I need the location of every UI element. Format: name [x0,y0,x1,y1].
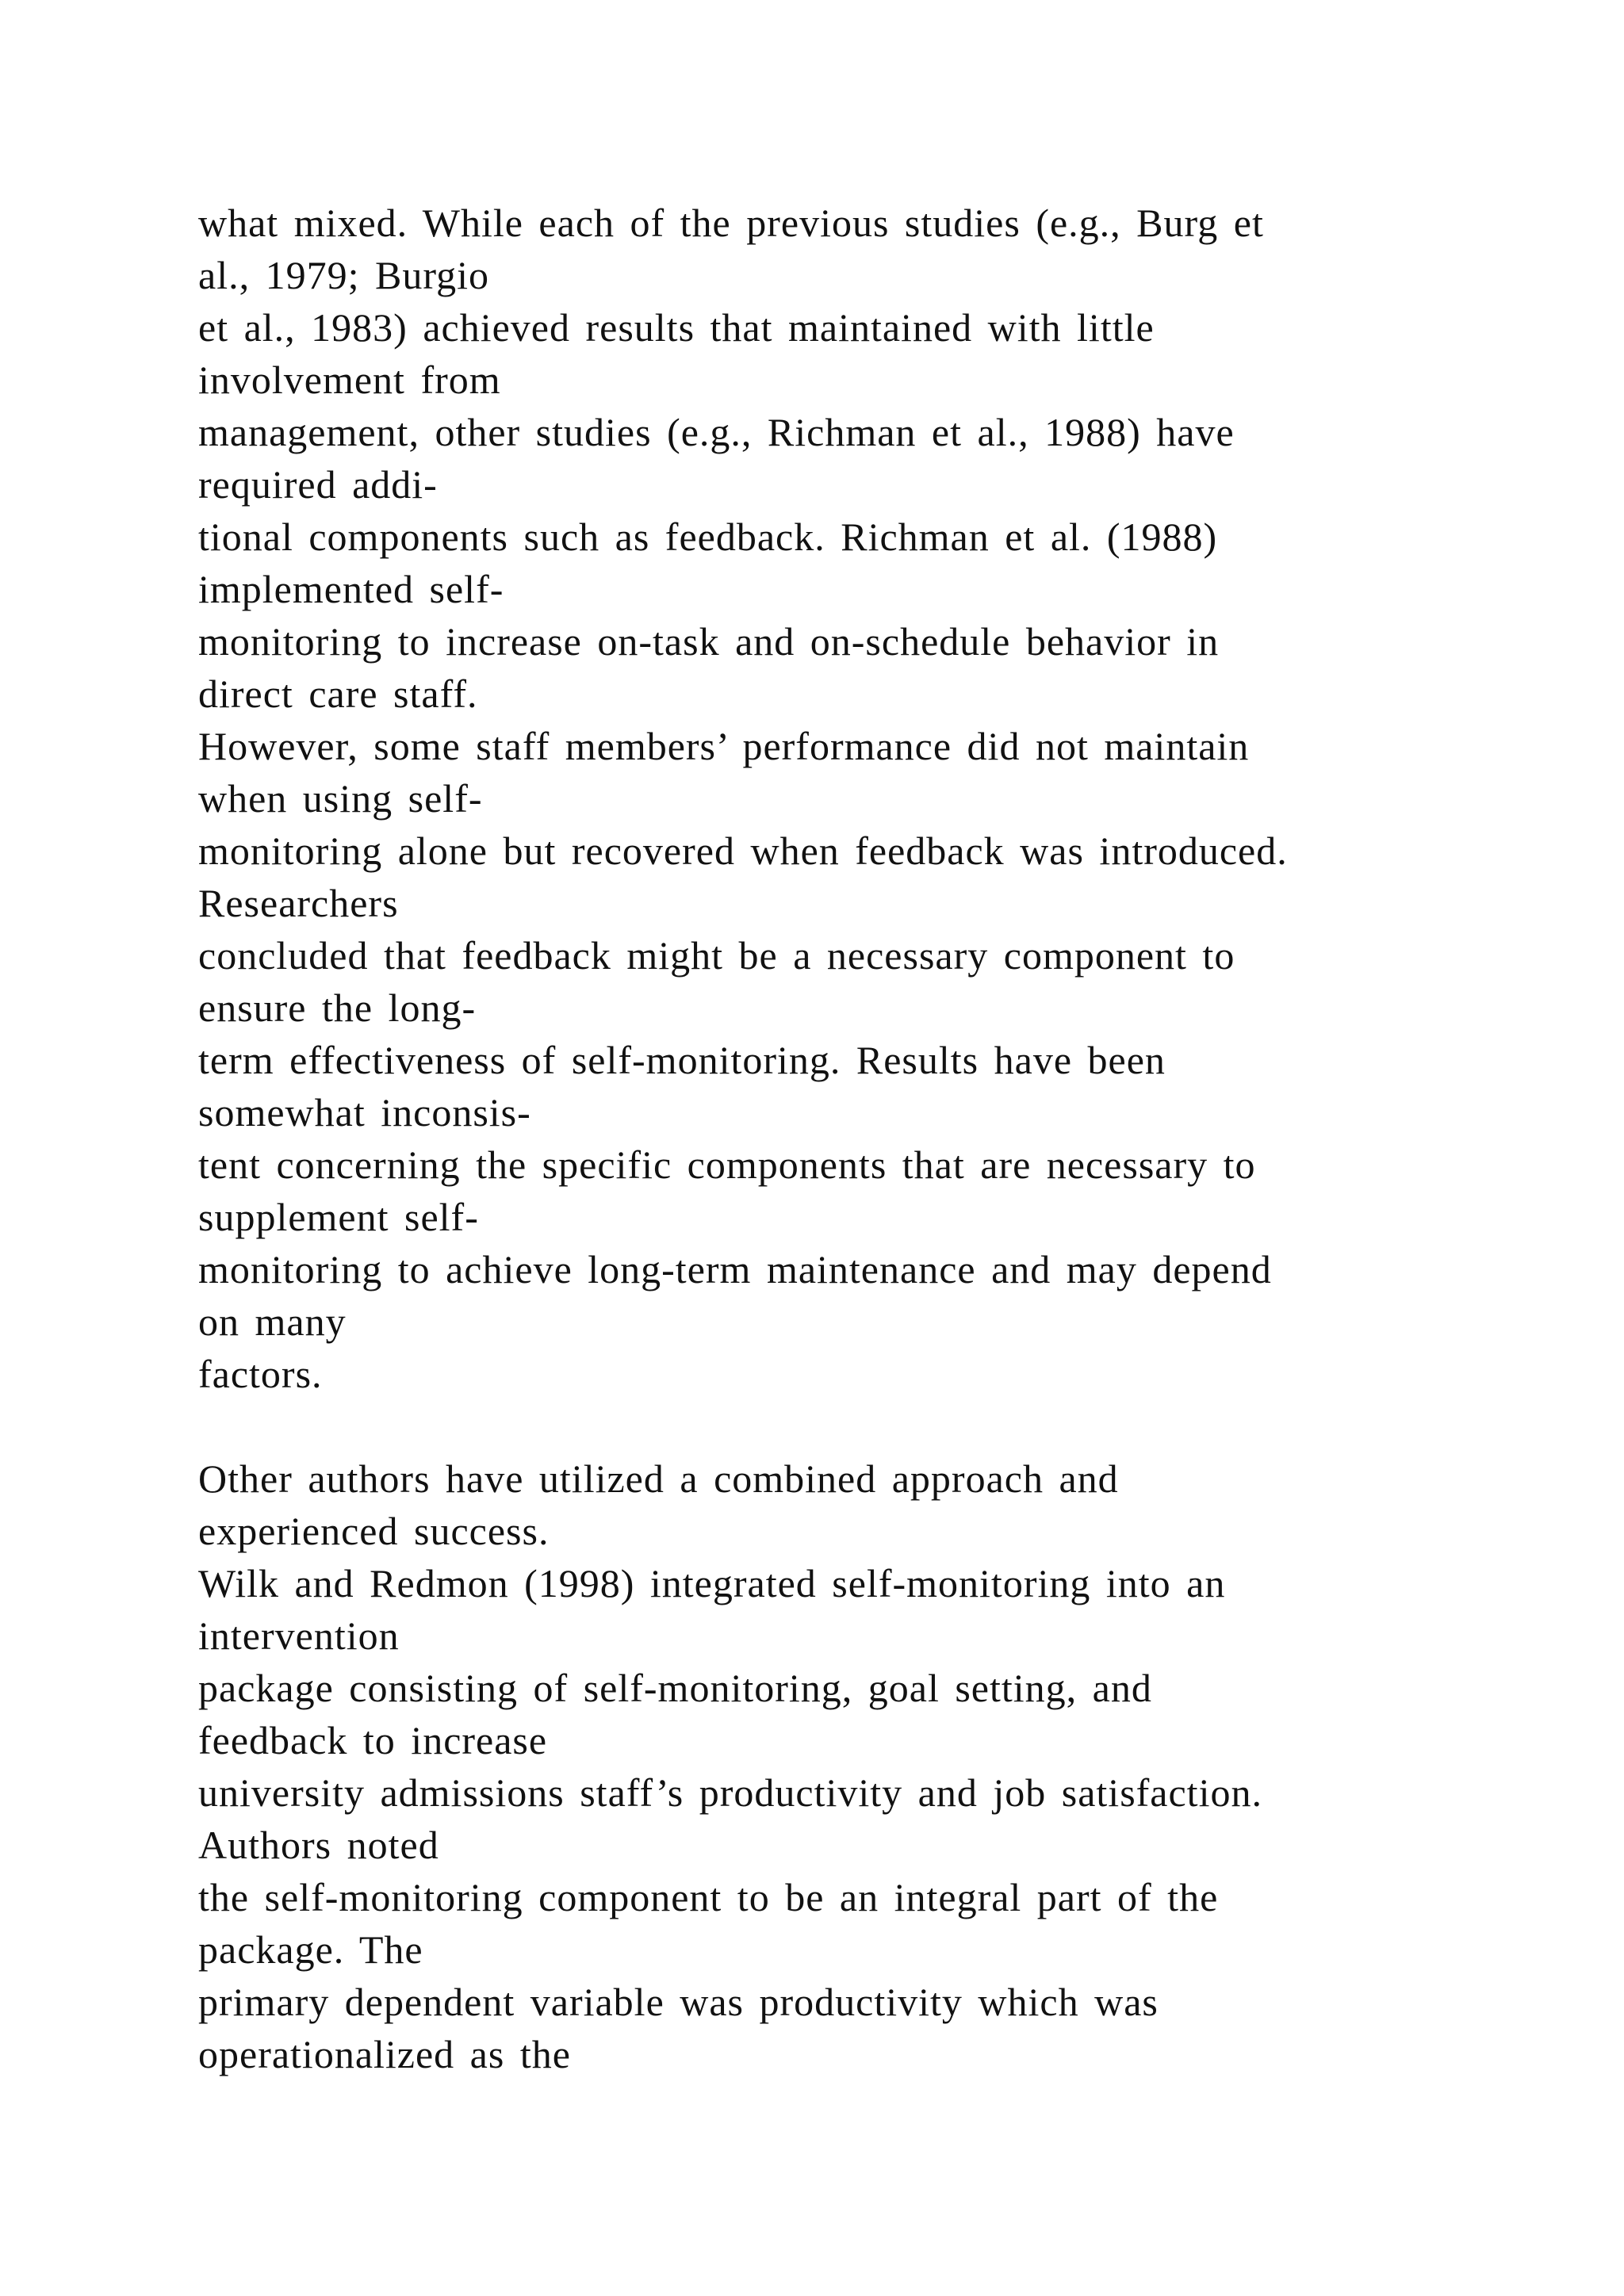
text-line: Wilk and Redmon (1998) integrated self-monitoring into an [198,1561,1226,1605]
text-line: operationalized as the [198,2032,571,2076]
paragraph-gap [198,1400,1546,1452]
text-line: required addi- [198,462,438,507]
text-line: package consisting of self-monitoring, goal setting, and [198,1666,1152,1710]
text-line: factors. [198,1352,323,1396]
text-line: intervention [198,1613,400,1658]
text-line: the self-monitoring component to be an integral part of the [198,1875,1219,1919]
text-line: direct care staff. [198,672,478,716]
text-line: on many [198,1299,347,1344]
text-line: what mixed. While each of the previous studies (e.g., Burg et [198,201,1264,245]
body-text [198,197,1546,2080]
text-line: management, other studies (e.g., Richman et al., 1988) have [198,410,1235,454]
text-line: tent concerning the specific components that are necessary to [198,1142,1256,1187]
text-line: Researchers [198,881,399,925]
text-line: Authors noted [198,1823,439,1867]
text-line: et al., 1983) achieved results that maintained with little [198,305,1155,350]
text-line: feedback to increase [198,1718,548,1762]
text-line: university admissions staff’s productivity and job satisfaction. [198,1770,1262,1815]
text-line: tional components such as feedback. Richman et al. (1988) [198,515,1218,559]
text-line: primary dependent variable was productivity which was [198,1980,1159,2024]
text-line: when using self- [198,776,483,821]
text-line: somewhat inconsis- [198,1090,531,1135]
text-line: Other authors have utilized a combined approach and [198,1456,1119,1501]
text-line: experienced success. [198,1509,550,1553]
text-line: monitoring alone but recovered when feedback was introduced. [198,828,1288,873]
paragraph-1 [198,197,1546,1400]
text-line: monitoring to achieve long-term maintenance and may depend [198,1247,1272,1292]
text-line: concluded that feedback might be a necessary component to [198,933,1235,978]
text-line: supplement self- [198,1195,479,1239]
text-line: monitoring to increase on-task and on-schedule behavior in [198,619,1220,664]
text-line: term effectiveness of self-monitoring. Results have been [198,1038,1166,1082]
text-line: implemented self- [198,567,504,611]
text-line: involvement from [198,358,501,402]
text-line: ensure the long- [198,985,477,1030]
text-line: However, some staff members’ performance did not maintain [198,724,1250,768]
text-line: package. The [198,1927,423,1972]
paragraph-2 [198,1452,1546,2080]
text-line: al., 1979; Burgio [198,253,489,297]
